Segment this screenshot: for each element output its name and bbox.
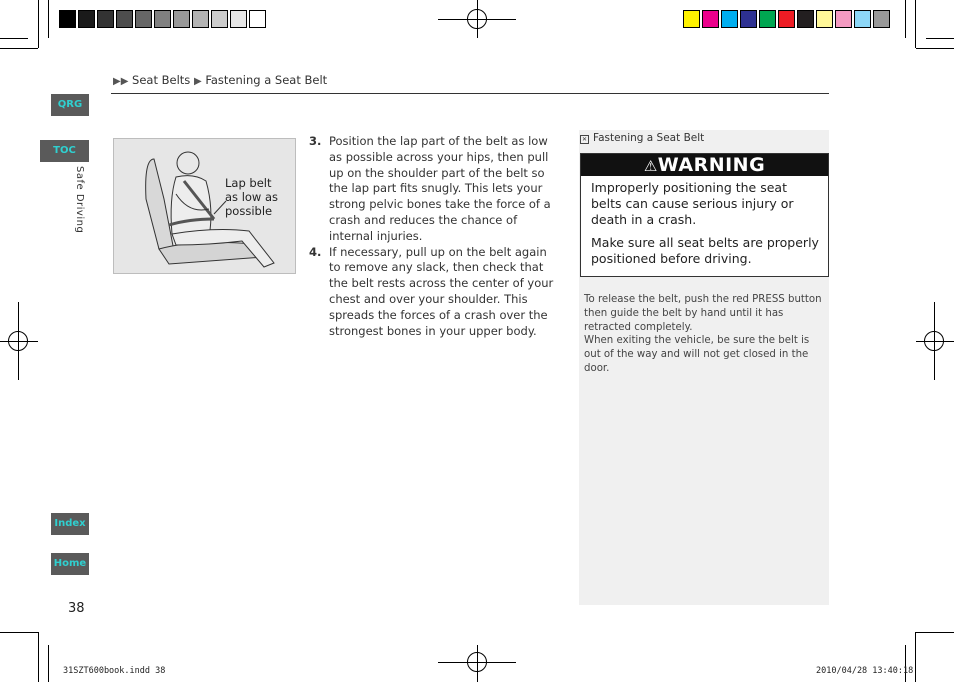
crop-mark <box>0 38 28 39</box>
step-3 <box>309 134 557 245</box>
note-exiting-vehicle: When exiting the vehicle, be sure the belt is out of the way and will not get closed in the door. <box>584 335 810 374</box>
home-button[interactable]: Home <box>51 553 89 575</box>
step-text: If necessary, pull up on the belt again to remove any slack, then check that the belt rests across the center of your chest and over your shoulder. This spreads the forces of a crash over the strongest bones in your upper body. <box>329 244 554 338</box>
crop-mark <box>916 48 954 49</box>
step-number: 4. <box>309 244 322 259</box>
breadcrumb <box>113 73 327 87</box>
warning-title-bar <box>581 154 828 176</box>
warning-text-1: Improperly positioning the seat belts can cause serious injury or death in a crash. <box>591 180 794 227</box>
crop-mark <box>48 0 49 38</box>
sidebar-heading-text: Fastening a Seat Belt <box>593 132 705 144</box>
breadcrumb-current: Fastening a Seat Belt <box>205 73 328 87</box>
crop-mark <box>915 632 916 682</box>
note-release-belt: To release the belt, push the red PRESS button then guide the belt by hand until it has retracted completely. <box>584 294 822 333</box>
step-text: Position the lap part of the belt as low as possible across your hips, then pull up on the shoulder part of the belt so the lap part fits snugly. This lets your strong pelvic bones take the force of a crash and reduces the chance of internal injuries. <box>329 134 551 243</box>
crop-mark <box>48 645 49 682</box>
crop-mark <box>916 632 954 633</box>
crop-mark <box>38 632 39 682</box>
page-number: 38 <box>68 601 85 616</box>
step-4 <box>309 245 557 340</box>
color-swatch <box>154 10 171 28</box>
color-swatch <box>97 10 114 28</box>
color-swatch <box>135 10 152 28</box>
color-swatch <box>249 10 266 28</box>
color-swatch <box>230 10 247 28</box>
qrg-button[interactable]: QRG <box>51 94 89 116</box>
color-swatch <box>683 10 700 28</box>
color-swatch <box>59 10 76 28</box>
crop-mark <box>905 0 906 38</box>
callout-line: possible <box>225 204 273 218</box>
breadcrumb-arrow-icon: ▶▶ <box>113 76 129 87</box>
color-swatch <box>211 10 228 28</box>
warning-title: WARNING <box>657 154 766 176</box>
color-swatch <box>778 10 795 28</box>
color-swatch <box>78 10 95 28</box>
color-swatch <box>873 10 890 28</box>
toc-button[interactable]: TOC <box>40 140 89 162</box>
footer-file-info: 31SZT600book.indd 38 <box>63 666 166 676</box>
crop-mark <box>926 38 954 39</box>
sidebar-heading <box>580 132 704 144</box>
color-swatch <box>835 10 852 28</box>
color-swatch <box>192 10 209 28</box>
color-swatch <box>721 10 738 28</box>
color-swatch <box>854 10 871 28</box>
registration-mark-circle <box>467 9 487 29</box>
crop-mark <box>0 48 38 49</box>
color-swatch <box>740 10 757 28</box>
color-swatch <box>816 10 833 28</box>
section-label: Safe Driving <box>74 166 85 234</box>
callout-line: Lap belt <box>225 176 272 190</box>
registration-mark-circle <box>924 331 944 351</box>
warning-box <box>580 153 829 277</box>
registration-mark-circle <box>8 331 28 351</box>
header-rule <box>111 93 829 94</box>
color-swatch <box>702 10 719 28</box>
color-swatch <box>116 10 133 28</box>
reference-box-icon: ✕ <box>581 136 588 143</box>
step-number: 3. <box>309 134 322 148</box>
crop-mark <box>905 645 906 682</box>
crop-mark <box>0 632 38 633</box>
crop-mark <box>915 0 916 48</box>
breadcrumb-arrow-icon: ▶ <box>193 76 202 87</box>
breadcrumb-link-seat-belts[interactable]: Seat Belts <box>132 73 191 87</box>
footer-timestamp: 2010/04/28 13:40:18 <box>816 666 914 676</box>
color-swatch <box>797 10 814 28</box>
color-swatch <box>759 10 776 28</box>
index-button[interactable]: Index <box>51 513 89 535</box>
callout-line: as low as <box>225 190 279 204</box>
warning-triangle-icon: ⚠ <box>643 157 658 175</box>
warning-text-2: Make sure all seat belts are properly positioned before driving. <box>591 235 819 266</box>
registration-mark-circle <box>467 652 487 672</box>
crop-mark <box>38 0 39 48</box>
illustration-callout <box>225 176 278 218</box>
instruction-steps <box>309 134 557 339</box>
color-swatch <box>173 10 190 28</box>
